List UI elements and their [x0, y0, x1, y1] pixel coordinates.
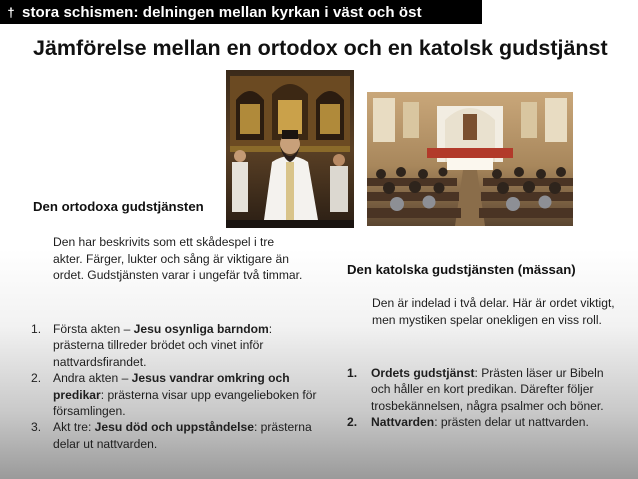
catholic-section-title: Den katolska gudstjänsten (mässan): [347, 262, 576, 277]
orthodox-service-photo: [226, 70, 354, 228]
catholic-parts-list: [347, 365, 617, 431]
cross-icon: †: [7, 4, 15, 20]
list-item: 2. Nattvarden: prästen delar ut nattvarden.: [347, 415, 589, 430]
list-item: 2. Andra akten – Jesus vandrar omkring och predikar: prästerna visar upp evangelieboken för församlingen.: [31, 371, 317, 419]
slide-title: Jämförelse mellan en ortodox och en katolsk gudstjänst: [33, 36, 608, 60]
catholic-mass-photo: [367, 92, 573, 226]
orthodox-section-title: Den ortodoxa gudstjänsten: [33, 199, 204, 214]
orthodox-acts-list: [31, 321, 323, 452]
orthodox-intro: Den har beskrivits som ett skådespel i tre akter. Färger, lukter och sång är viktigare än ordet. Gudstjänsten varar i ungefär två timmar.: [53, 235, 303, 283]
list-item: 1. Första akten – Jesu osynliga barndom: prästerna tillreder brödet och vinet inför nattvardsfirandet.: [31, 322, 273, 369]
catholic-intro: Den är indelad i två delar. Här är ordet viktigt, men mystiken spelar onekligen en viss roll.: [372, 296, 615, 327]
list-item: 1. Ordets gudstjänst: Prästen läser ur Bibeln och håller en kort predikan. Därefter följer trosbekännelsen, några psalmer och böner.: [347, 366, 604, 413]
header-title: stora schismen: delningen mellan kyrkan i väst och öst: [22, 3, 422, 21]
header-bar: [0, 0, 482, 24]
list-item: 3. Akt tre: Jesu död och uppståndelse: prästerna delar ut nattvarden.: [31, 420, 312, 451]
